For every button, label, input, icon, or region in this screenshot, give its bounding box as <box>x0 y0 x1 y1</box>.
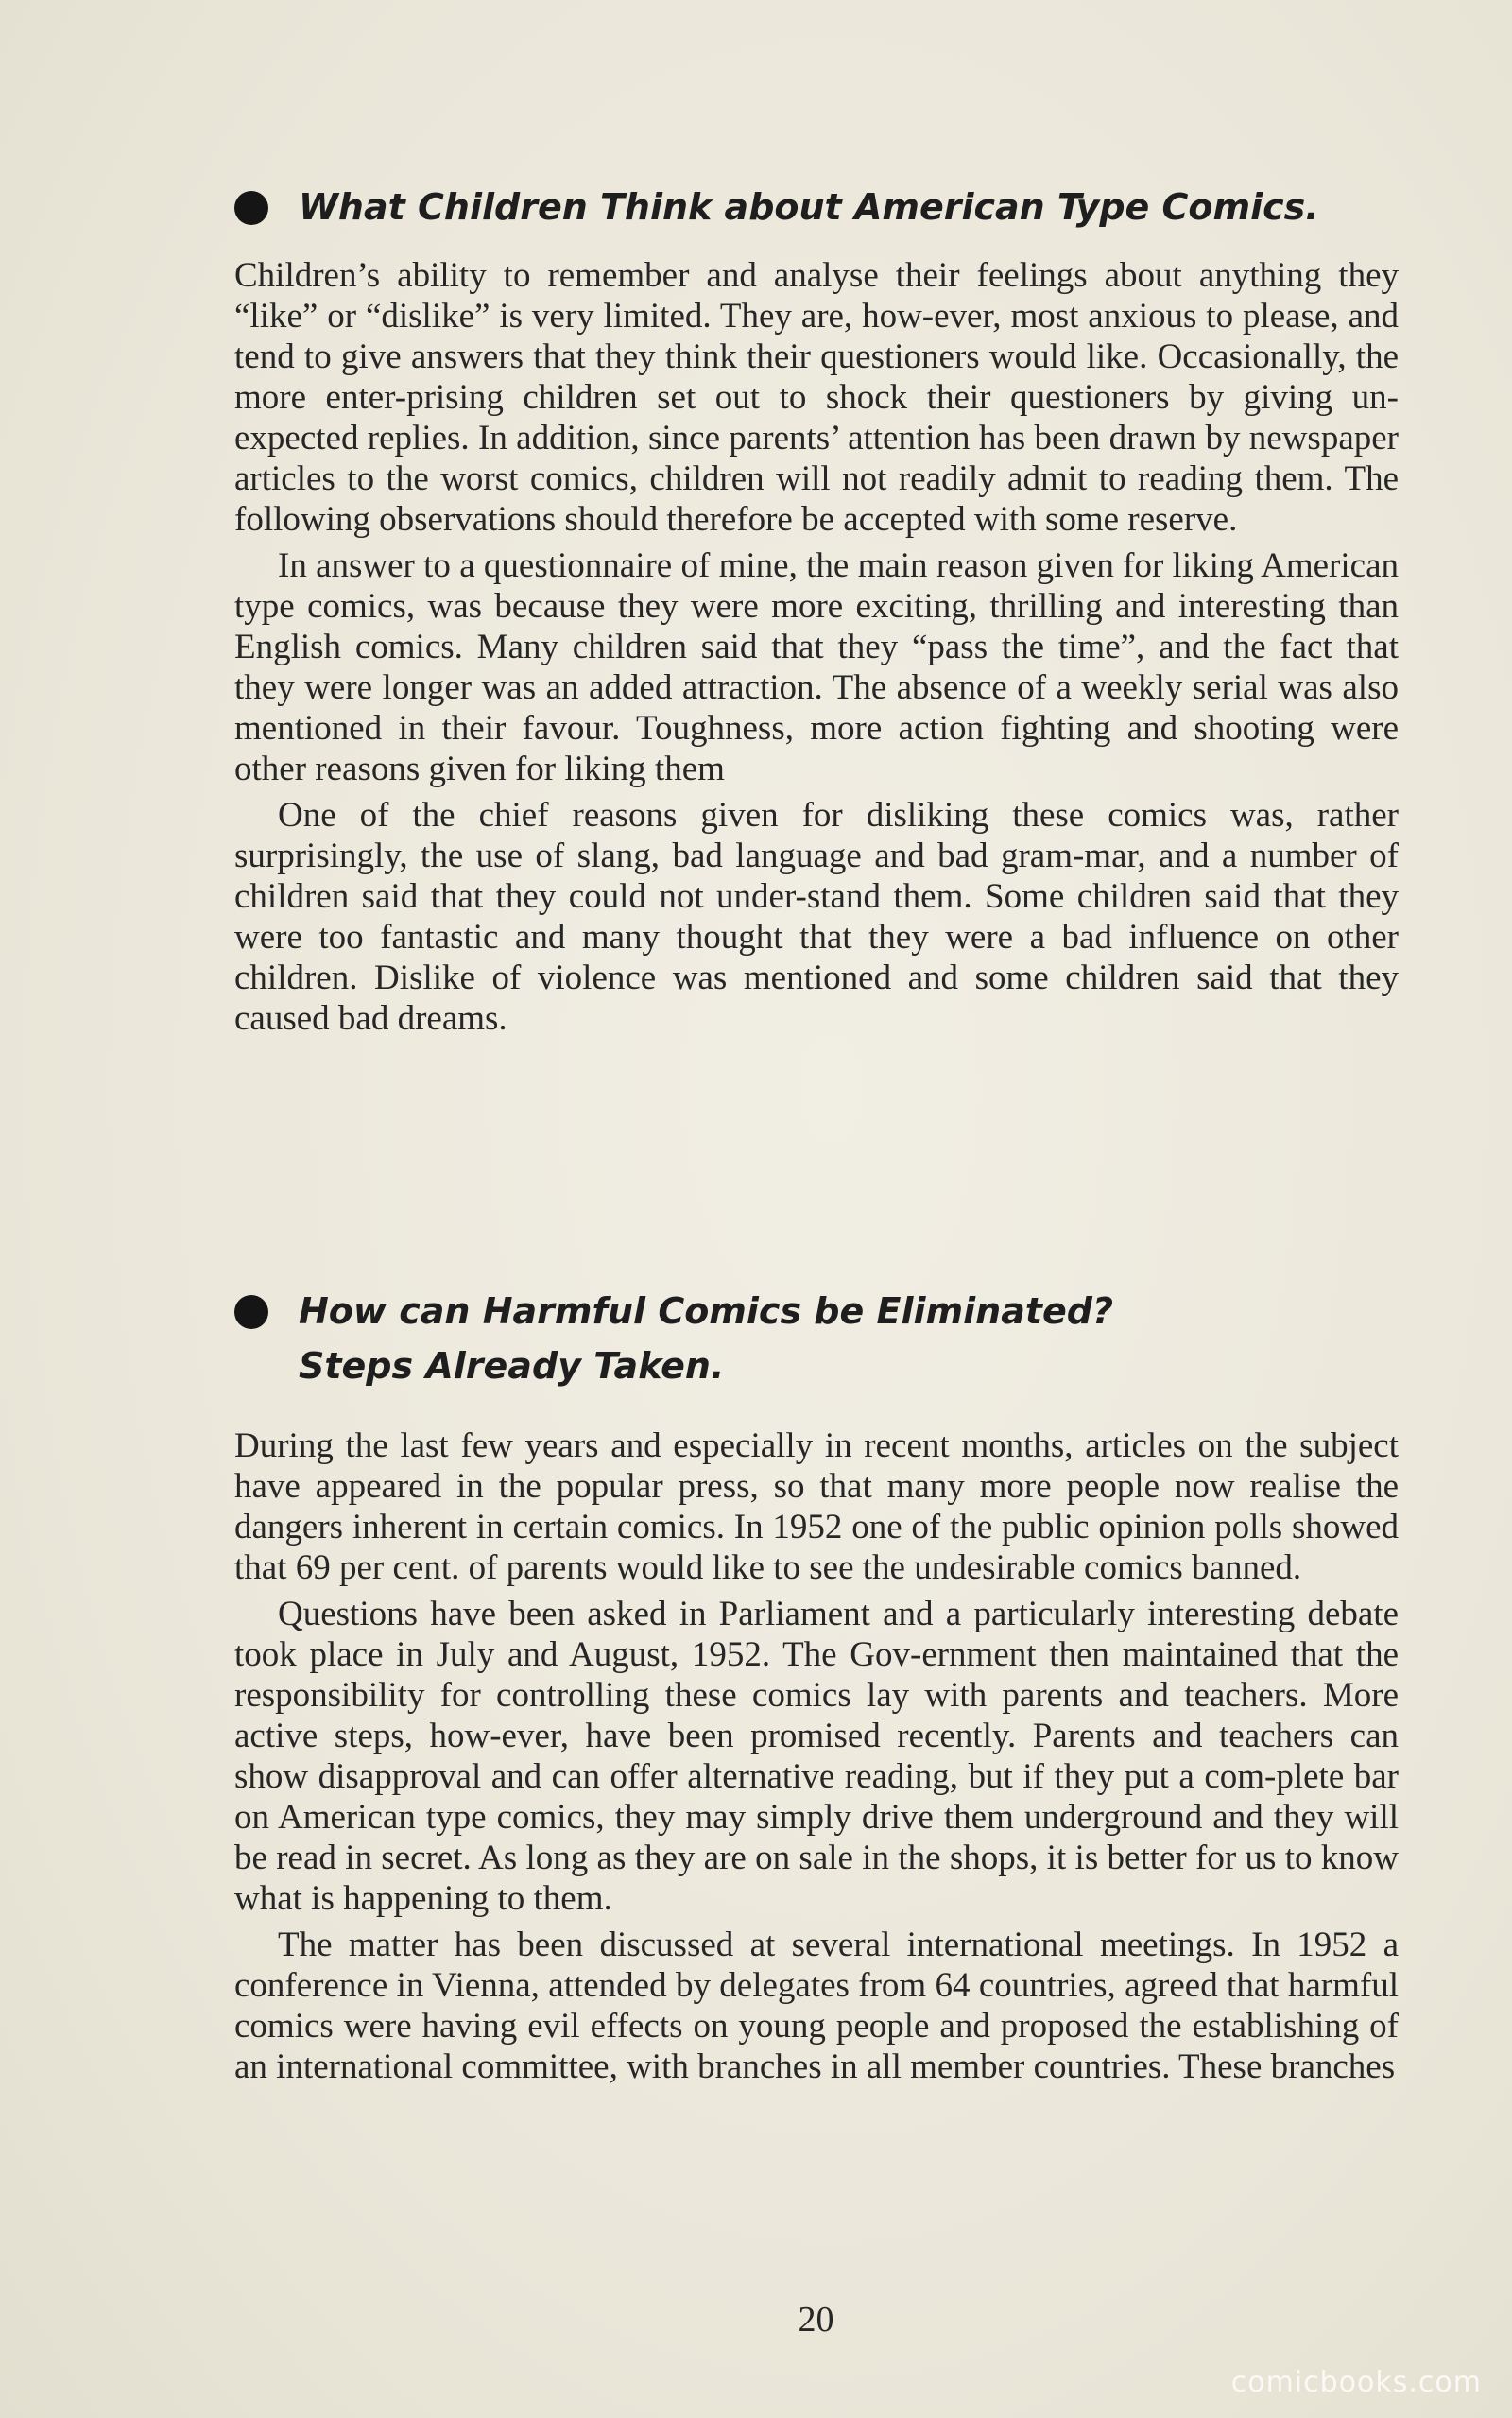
paragraph: One of the chief reasons given for disliking these comics was, rather surprisingly, the use of slang, bad language and bad gram-mar, and a number of children said that they could not under-stand them. Some children said that they were too fantastic and many thought that they were a bad influence on other children. Dislike of violence was mentioned and some children said that they caused bad dreams. <box>234 796 1399 1038</box>
heading-text: What Children Think about American Type Comics. <box>299 186 1319 228</box>
bullet-icon <box>234 191 268 225</box>
heading-line-2: Steps Already Taken. <box>299 1345 725 1387</box>
section-heading <box>234 180 1399 234</box>
section-heading <box>234 1284 1399 1393</box>
paragraph: Questions have been asked in Parliament and a particularly interesting debate took place in July and August, 1952. The Gov-ernment then maintained that the responsibility for controlling these comics lay with parents and teachers. More active steps, how-ever, have been promised recently. Parents and teachers can show disapproval and can offer alternative reading, but if they put a com-plete bar on American type comics, they may simply drive them underground and they will be read in secret. As long as they are on sale in the shops, it is better for us to know what is happening to them. <box>234 1595 1399 1918</box>
paragraph: Children’s ability to remember and analyse their feelings about anything they “like” or “dislike” is very limited. They are, how-ever, most anxious to please, and tend to give answers that they think their questioners would like. Occasionally, the more enter-prising children set out to shock their questioners by giving un-expected replies. In addition, since parents’ attention has been drawn by newspaper articles to the worst comics, children will not readily admit to reading them. The following observations should therefore be accepted with some reserve. <box>234 256 1399 539</box>
section-eliminating-comics <box>234 1284 1399 2093</box>
watermark: comicbooks.com <box>1230 2366 1482 2399</box>
page-number: 20 <box>798 2300 834 2340</box>
paragraph: In answer to a questionnaire of mine, the main reason given for liking American type comics, was because they were more exciting, thrilling and interesting than English comics. Many children said that they “pass the time”, and the fact that they were longer was an added attraction. The absence of a weekly serial was also mentioned in their favour. Toughness, more action fighting and shooting were other reasons given for liking them <box>234 546 1399 788</box>
body-text <box>234 1425 1399 2087</box>
section-children-opinions <box>234 180 1399 1045</box>
body-text <box>234 255 1399 1039</box>
bullet-icon <box>234 1295 268 1329</box>
paragraph: The matter has been discussed at several international meetings. In 1952 a conference in Vienna, attended by delegates from 64 countries, agreed that harmful comics were having evil effects on young people and proposed the establishing of an international committee, with branches in all member countries. These branches <box>234 1926 1399 2086</box>
paragraph: During the last few years and especially in recent months, articles on the subject have appeared in the popular press, so that many more people now realise the dangers inherent in certain comics. In 1952 one of the public opinion polls showed that 69 per cent. of parents would like to see the undesirable comics banned. <box>234 1426 1399 1587</box>
heading-line-1: How can Harmful Comics be Eliminated? <box>299 1290 1114 1332</box>
